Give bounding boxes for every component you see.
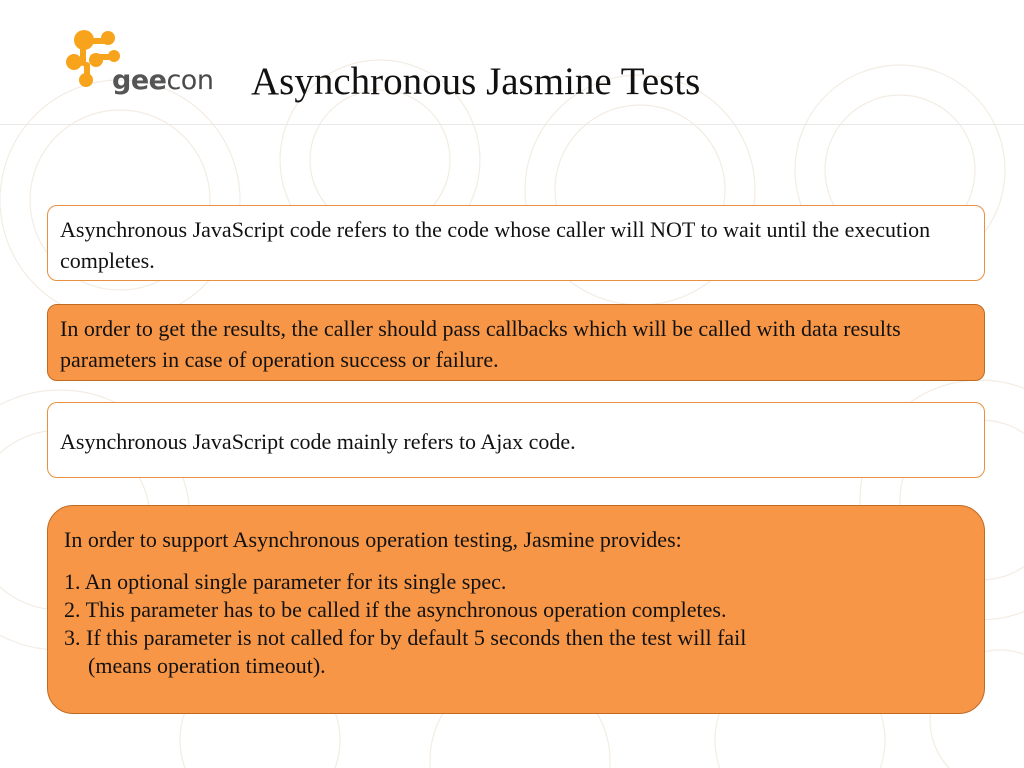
header-divider (0, 124, 1024, 125)
support-list (64, 568, 968, 680)
geecon-logo (62, 26, 212, 106)
info-box-ajax (47, 402, 985, 478)
info-box-async-definition (47, 205, 985, 281)
info-box-text: Asynchronous JavaScript code mainly refers to Ajax code. (60, 429, 576, 454)
logo-wordmark-gee: gee (112, 65, 167, 96)
support-list-item: 2. This parameter has to be called if the asynchronous operation completes. (64, 597, 727, 622)
info-box-text: In order to get the results, the caller should pass callbacks which will be called with data results parameters in case of operation success or failure. (60, 316, 901, 372)
support-list-item-continuation: (means operation timeout). (88, 653, 326, 678)
info-box-callbacks (47, 304, 985, 381)
support-intro-text: In order to support Asynchronous operation testing, Jasmine provides: (64, 527, 682, 552)
support-list-item: 3. If this parameter is not called for by default 5 seconds then the test will fail (64, 625, 747, 650)
info-box-text: Asynchronous JavaScript code refers to the code whose caller will NOT to wait until the execution completes. (60, 217, 931, 273)
support-list-item: 1. An optional single parameter for its single spec. (64, 569, 507, 594)
logo-wordmark (112, 66, 213, 96)
info-box-jasmine-support (47, 505, 985, 714)
logo-wordmark-con: con (166, 65, 214, 96)
slide-title: Asynchronous Jasmine Tests (251, 60, 701, 103)
